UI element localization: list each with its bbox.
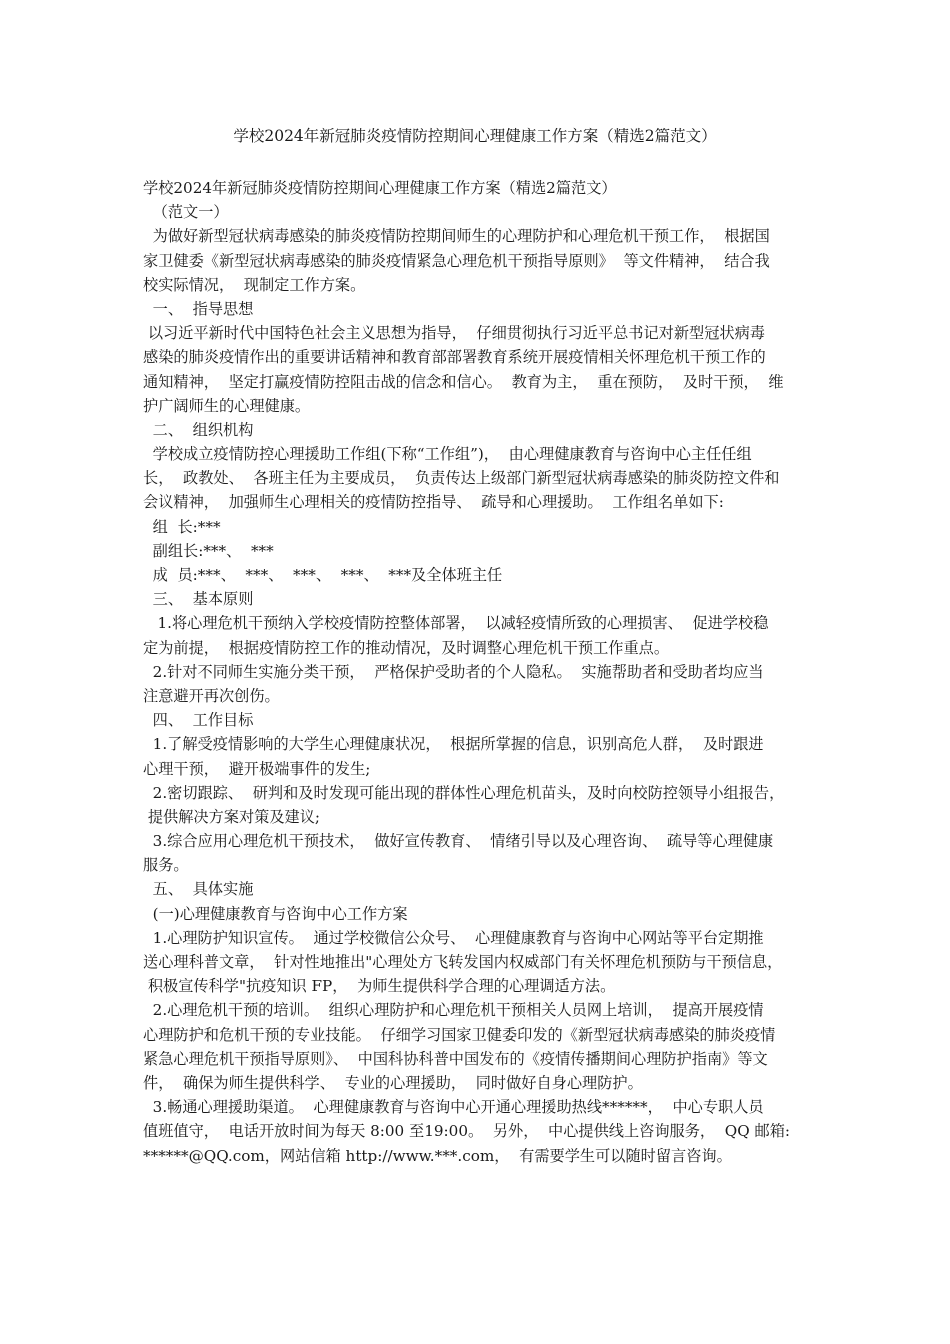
text-line: 为做好新型冠状病毒感染的肺炎疫情防控期间师生的心理防护和心理危机干预工作， 根据国	[143, 227, 770, 246]
text-line: 服务。	[143, 856, 189, 875]
text-line: 一、 指导思想	[143, 299, 254, 318]
text-line: 2.心理危机干预的培训。 组织心理防护和心理危机干预相关人员网上培训， 提高开展疫情	[143, 1001, 764, 1020]
text-line: 提供解决方案对策及建议;	[143, 807, 321, 826]
text-line: 1.心理防护知识宣传。 通过学校微信公众号、 心理健康教育与咨询中心网站等平台定期推	[143, 928, 764, 947]
text-line: 3.畅通心理援助渠道。 心理健康教育与咨询中心开通心理援助热线******， 中心专职人员	[143, 1098, 764, 1117]
text-line: 组 长:***	[143, 517, 221, 536]
text-line: 家卫健委《新型冠状病毒感染的肺炎疫情紧急心理危机干预指导原则》 等文件精神， 结合我	[143, 251, 770, 270]
text-line: 护广阔师生的心理健康。	[143, 396, 311, 415]
text-line: 学校2024年新冠肺炎疫情防控期间心理健康工作方案（精选2篇范文）	[143, 179, 617, 197]
text-line: 以习近平新时代中国特色社会主义思想为指导， 仔细贯彻执行习近平总书记对新型冠状病毒	[143, 324, 765, 343]
text-line: 四、 工作目标	[143, 711, 254, 730]
text-line: 会议精神， 加强师生心理相关的疫情防控指导、 疏导和心理援助。 工作组名单如下:	[143, 493, 724, 512]
text-line: 1.了解受疫情影响的大学生心理健康状况， 根据所掌握的信息，识别高危人群， 及时跟进	[143, 735, 764, 754]
text-line: 1.将心理危机干预纳入学校疫情防控整体部署， 以减轻疫情所致的心理损害、 促进学校稳	[143, 614, 769, 633]
document-title: 学校2024年新冠肺炎疫情防控期间心理健康工作方案（精选2篇范文）	[233, 127, 717, 145]
text-line: （范文一）	[143, 203, 229, 222]
text-line: 2.针对不同师生实施分类干预， 严格保护受助者的个人隐私。 实施帮助者和受助者均应当	[143, 662, 764, 681]
text-line: 成 员:***、 ***、 ***、 ***、 ***及全体班主任	[143, 566, 503, 584]
text-line: 心理干预， 避开极端事件的发生;	[143, 759, 371, 778]
text-line: ******@QQ.com，网站信箱 http://www.***.com， 有需要学生可以随时留言咨询。	[143, 1146, 732, 1165]
text-line: 二、 组织机构	[143, 420, 254, 439]
text-line: 感染的肺炎疫情作出的重要讲话精神和教育部部署教育系统开展疫情相关怀理危机干预工作的	[143, 348, 766, 367]
text-line: 值班值守， 电话开放时间为每天 8:00 至19:00。 另外， 中心提供线上咨询服务， QQ 邮箱:	[143, 1122, 790, 1141]
text-line: 心理防护和危机干预的专业技能。 仔细学习国家卫健委印发的《新型冠状病毒感染的肺炎疫情	[143, 1025, 776, 1044]
text-line: 送心理科普文章， 针对性地推出"心理处方飞转发国内权威部门有关怀理危机预防与干预信息，	[143, 953, 783, 971]
text-line: 五、 具体实施	[143, 880, 254, 899]
text-line: 通知精神， 坚定打赢疫情防控阻击战的信念和信心。 教育为主， 重在预防， 及时干预， 维	[143, 372, 784, 391]
text-line: 副组长:***、 ***	[143, 541, 274, 560]
text-line: 三、 基本原则	[143, 590, 254, 609]
text-line: 学校成立疫情防控心理援助工作组(下称“工作组”)， 由心理健康教育与咨询中心主任任组	[143, 445, 752, 464]
text-line: 注意避开再次创伤。	[143, 686, 280, 705]
text-line: (一)心理健康教育与咨询中心工作方案	[143, 904, 408, 923]
text-line: 件， 确保为师生提供科学、 专业的心理援助， 同时做好自身心理防护。	[143, 1073, 643, 1092]
text-line: 2.密切跟踪、 研判和及时发现可能出现的群体性心理危机苗头，及时向校防控领导小组报告，	[143, 783, 785, 802]
text-line: 3.综合应用心理危机干预技术， 做好宣传教育、 情绪引导以及心理咨询、 疏导等心理健康	[143, 832, 774, 851]
text-line: 积极宣传科学"抗疫知识 FP， 为师生提供科学合理的心理调适方法。	[143, 977, 616, 996]
text-line: 定为前提， 根据疫情防控工作的推动情况，及时调整心理危机干预工作重点。	[143, 638, 670, 657]
document-body	[143, 176, 823, 1168]
text-line: 校实际情况， 现制定工作方案。	[143, 275, 366, 294]
text-line: 紧急心理危机干预指导原则》、 中国科协科普中国发布的《疫情传播期间心理防护指南》等文	[143, 1049, 768, 1068]
text-line: 长， 政教处、 各班主任为主要成员， 负责传达上级部门新型冠状病毒感染的肺炎防控文件和	[143, 469, 780, 488]
